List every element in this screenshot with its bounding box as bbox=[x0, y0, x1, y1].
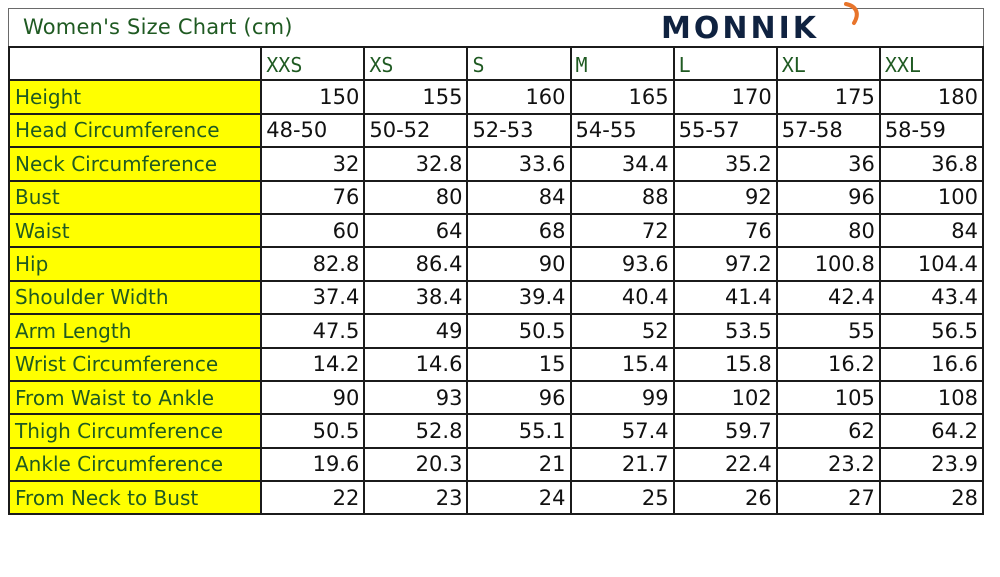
measurement-value: 97.2 bbox=[674, 247, 777, 280]
measurement-value: 28 bbox=[880, 481, 983, 514]
size-header-xs: XS bbox=[364, 47, 467, 80]
measurement-value: 39.4 bbox=[467, 281, 570, 314]
table-row bbox=[9, 448, 983, 481]
measurement-value: 86.4 bbox=[364, 247, 467, 280]
measurement-value: 60 bbox=[261, 214, 364, 247]
measurement-value: 20.3 bbox=[364, 448, 467, 481]
measurement-value: 76 bbox=[674, 214, 777, 247]
measurement-value: 16.2 bbox=[777, 348, 880, 381]
title-bar bbox=[8, 8, 984, 46]
measurement-value: 53.5 bbox=[674, 314, 777, 347]
measurement-value: 108 bbox=[880, 381, 983, 414]
measurement-value: 80 bbox=[777, 214, 880, 247]
measurement-value: 36.8 bbox=[880, 147, 983, 180]
measurement-label: Shoulder Width bbox=[9, 281, 261, 314]
table-row bbox=[9, 181, 983, 214]
table-row bbox=[9, 214, 983, 247]
size-header-s: S bbox=[467, 47, 570, 80]
measurement-value: 15.8 bbox=[674, 348, 777, 381]
measurement-label: Wrist Circumference bbox=[9, 348, 261, 381]
measurement-value: 93 bbox=[364, 381, 467, 414]
brand-swoosh-icon bbox=[840, 1, 866, 27]
measurement-value: 16.6 bbox=[880, 348, 983, 381]
measurement-value: 155 bbox=[364, 80, 467, 113]
measurement-value: 170 bbox=[674, 80, 777, 113]
table-row bbox=[9, 247, 983, 280]
measurement-value: 57-58 bbox=[777, 114, 880, 147]
measurement-value: 23.2 bbox=[777, 448, 880, 481]
measurement-label: Hip bbox=[9, 247, 261, 280]
measurement-value: 92 bbox=[674, 181, 777, 214]
measurement-value: 33.6 bbox=[467, 147, 570, 180]
measurement-value: 102 bbox=[674, 381, 777, 414]
brand-name: MONNIK bbox=[661, 11, 819, 46]
table-row bbox=[9, 314, 983, 347]
measurement-value: 96 bbox=[777, 181, 880, 214]
measurement-value: 55 bbox=[777, 314, 880, 347]
measurement-value: 32 bbox=[261, 147, 364, 180]
measurement-label: Waist bbox=[9, 214, 261, 247]
measurement-value: 180 bbox=[880, 80, 983, 113]
measurement-value: 100.8 bbox=[777, 247, 880, 280]
measurement-value: 88 bbox=[571, 181, 674, 214]
measurement-value: 37.4 bbox=[261, 281, 364, 314]
measurement-value: 175 bbox=[777, 80, 880, 113]
measurement-value: 80 bbox=[364, 181, 467, 214]
brand-logo bbox=[661, 9, 871, 47]
measurement-value: 100 bbox=[880, 181, 983, 214]
table-row bbox=[9, 348, 983, 381]
measurement-value: 24 bbox=[467, 481, 570, 514]
measurement-value: 64.2 bbox=[880, 414, 983, 447]
measurement-value: 35.2 bbox=[674, 147, 777, 180]
measurement-label: Neck Circumference bbox=[9, 147, 261, 180]
size-table-body bbox=[9, 80, 983, 514]
measurement-value: 21.7 bbox=[571, 448, 674, 481]
measurement-value: 90 bbox=[261, 381, 364, 414]
measurement-value: 105 bbox=[777, 381, 880, 414]
measurement-value: 43.4 bbox=[880, 281, 983, 314]
measurement-label: Height bbox=[9, 80, 261, 113]
measurement-value: 55.1 bbox=[467, 414, 570, 447]
measurement-label: Thigh Circumference bbox=[9, 414, 261, 447]
measurement-value: 54-55 bbox=[571, 114, 674, 147]
table-row bbox=[9, 281, 983, 314]
measurement-value: 82.8 bbox=[261, 247, 364, 280]
table-row bbox=[9, 147, 983, 180]
measurement-value: 50.5 bbox=[261, 414, 364, 447]
measurement-label: Bust bbox=[9, 181, 261, 214]
measurement-value: 104.4 bbox=[880, 247, 983, 280]
size-table bbox=[8, 46, 984, 515]
measurement-value: 23.9 bbox=[880, 448, 983, 481]
measurement-value: 64 bbox=[364, 214, 467, 247]
measurement-value: 36 bbox=[777, 147, 880, 180]
measurement-value: 23 bbox=[364, 481, 467, 514]
measurement-value: 93.6 bbox=[571, 247, 674, 280]
size-header-xxs: XXS bbox=[261, 47, 364, 80]
table-row bbox=[9, 481, 983, 514]
measurement-value: 56.5 bbox=[880, 314, 983, 347]
measurement-value: 15 bbox=[467, 348, 570, 381]
measurement-label: Ankle Circumference bbox=[9, 448, 261, 481]
measurement-value: 14.6 bbox=[364, 348, 467, 381]
size-header-l: L bbox=[674, 47, 777, 80]
measurement-value: 84 bbox=[467, 181, 570, 214]
measurement-value: 96 bbox=[467, 381, 570, 414]
measurement-value: 76 bbox=[261, 181, 364, 214]
measurement-value: 59.7 bbox=[674, 414, 777, 447]
table-row bbox=[9, 414, 983, 447]
size-header-m: M bbox=[571, 47, 674, 80]
measurement-value: 21 bbox=[467, 448, 570, 481]
measurement-value: 58-59 bbox=[880, 114, 983, 147]
measurement-value: 34.4 bbox=[571, 147, 674, 180]
measurement-value: 72 bbox=[571, 214, 674, 247]
measurement-value: 26 bbox=[674, 481, 777, 514]
measurement-value: 15.4 bbox=[571, 348, 674, 381]
measurement-value: 32.8 bbox=[364, 147, 467, 180]
measurement-value: 14.2 bbox=[261, 348, 364, 381]
measurement-label: From Neck to Bust bbox=[9, 481, 261, 514]
measurement-value: 19.6 bbox=[261, 448, 364, 481]
chart-title: Women's Size Chart (cm) bbox=[23, 15, 293, 39]
measurement-value: 25 bbox=[571, 481, 674, 514]
measurement-value: 84 bbox=[880, 214, 983, 247]
measurement-value: 40.4 bbox=[571, 281, 674, 314]
size-header-row bbox=[9, 47, 983, 80]
table-row bbox=[9, 80, 983, 113]
measurement-value: 90 bbox=[467, 247, 570, 280]
measurement-value: 22.4 bbox=[674, 448, 777, 481]
size-chart-sheet bbox=[8, 8, 984, 568]
measurement-value: 27 bbox=[777, 481, 880, 514]
measurement-label: Head Circumference bbox=[9, 114, 261, 147]
measurement-value: 50.5 bbox=[467, 314, 570, 347]
measurement-value: 49 bbox=[364, 314, 467, 347]
measurement-value: 55-57 bbox=[674, 114, 777, 147]
measurement-value: 22 bbox=[261, 481, 364, 514]
measurement-value: 42.4 bbox=[777, 281, 880, 314]
size-header-xxl: XXL bbox=[880, 47, 983, 80]
measurement-value: 47.5 bbox=[261, 314, 364, 347]
measurement-value: 150 bbox=[261, 80, 364, 113]
measurement-value: 99 bbox=[571, 381, 674, 414]
measurement-value: 41.4 bbox=[674, 281, 777, 314]
measurement-value: 50-52 bbox=[364, 114, 467, 147]
table-row bbox=[9, 114, 983, 147]
measurement-value: 57.4 bbox=[571, 414, 674, 447]
measurement-label: From Waist to Ankle bbox=[9, 381, 261, 414]
measurement-value: 160 bbox=[467, 80, 570, 113]
measurement-value: 52.8 bbox=[364, 414, 467, 447]
table-row bbox=[9, 381, 983, 414]
measurement-value: 165 bbox=[571, 80, 674, 113]
measurement-value: 52-53 bbox=[467, 114, 570, 147]
measurement-value: 68 bbox=[467, 214, 570, 247]
measurement-value: 38.4 bbox=[364, 281, 467, 314]
measurement-value: 62 bbox=[777, 414, 880, 447]
measurement-value: 48-50 bbox=[261, 114, 364, 147]
measurement-label: Arm Length bbox=[9, 314, 261, 347]
measurement-value: 52 bbox=[571, 314, 674, 347]
header-corner-cell bbox=[9, 47, 261, 80]
size-header-xl: XL bbox=[777, 47, 880, 80]
